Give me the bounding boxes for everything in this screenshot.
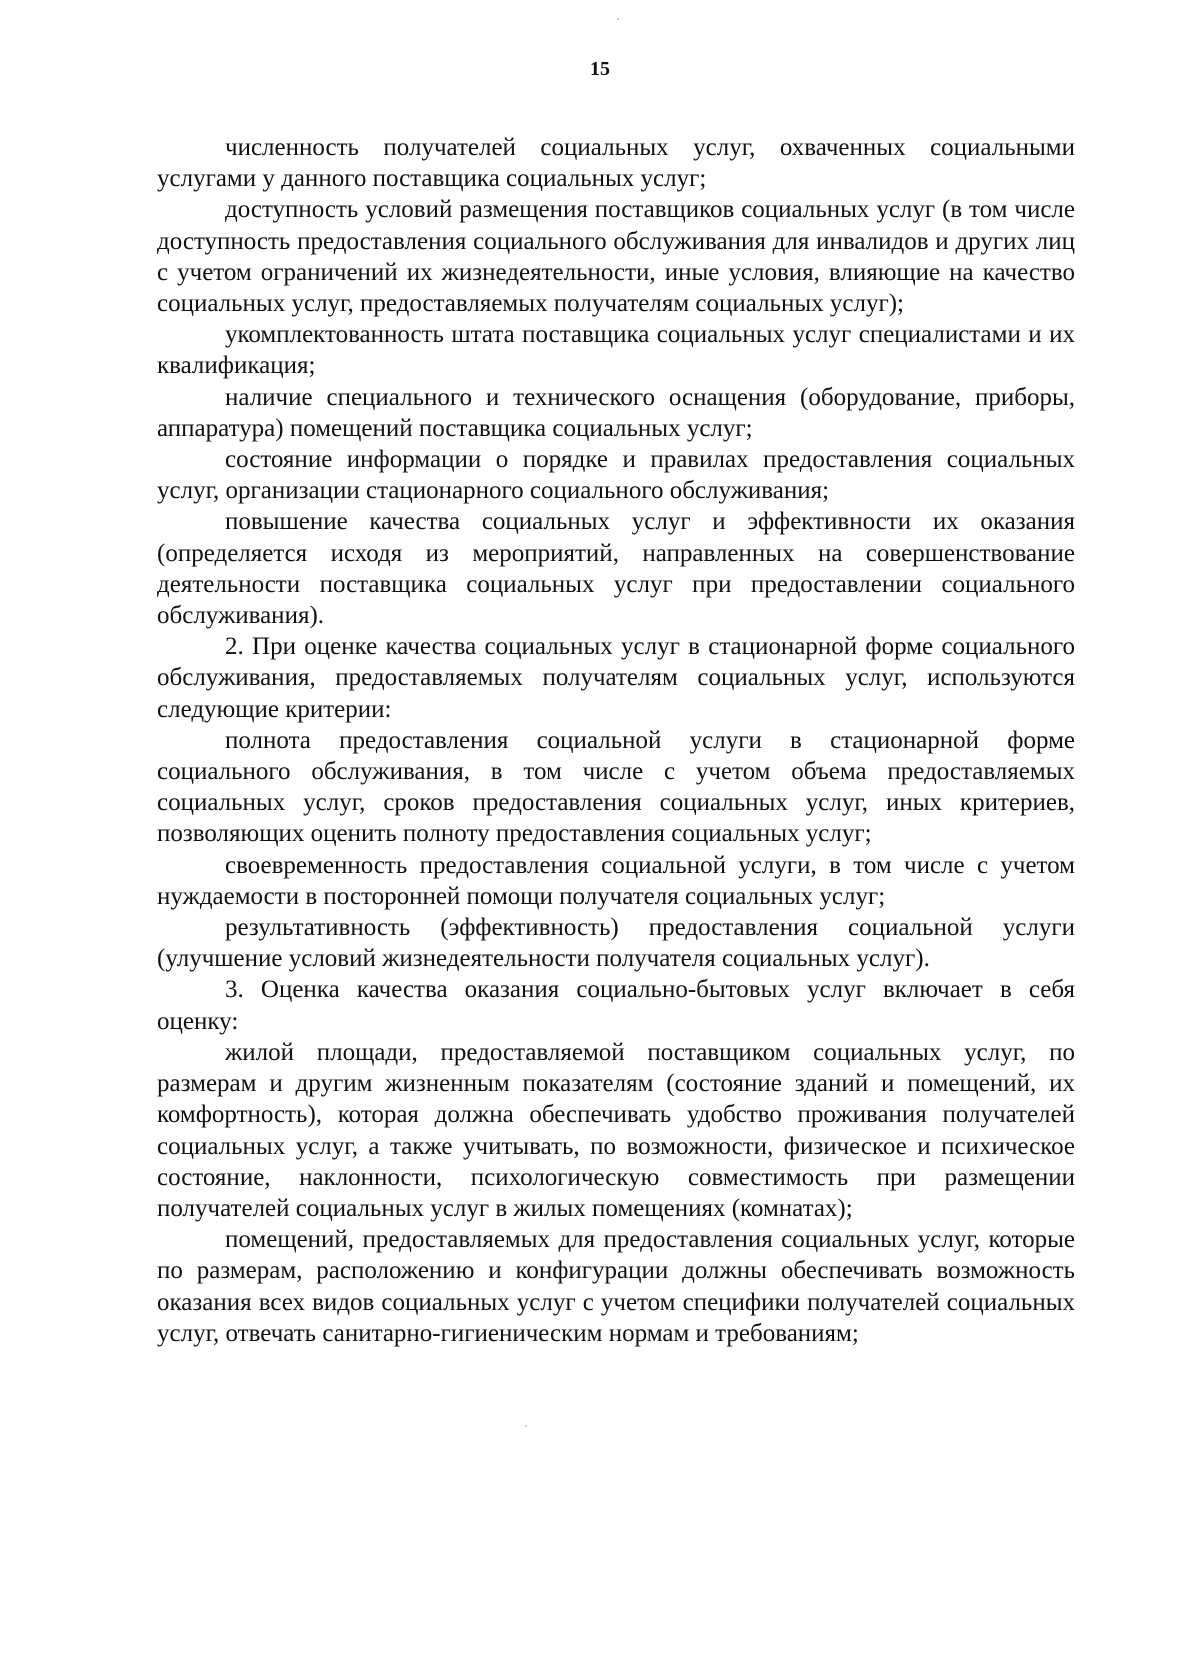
paragraph: укомплектованность штата поставщика социальных услуг специалистами и их квалификация; bbox=[157, 321, 1075, 380]
scan-speck bbox=[617, 18, 619, 20]
page-number: 15 bbox=[590, 58, 610, 80]
paragraph: 3. Оценка качества оказания социально-бытовых услуг включает в себя оценку: bbox=[157, 976, 1075, 1035]
paragraph: состояние информации о порядке и правилах предоставления социальных услуг, организации стационарного социального обслуживания; bbox=[157, 446, 1075, 505]
scan-speck bbox=[525, 1425, 527, 1427]
paragraph: полнота предоставления социальной услуги в стационарной форме социального обслуживания, в том числе с учетом объема предоставляемых социальных услуг, сроков предоставления социальных услуг, иных критериев, позволяющих оценить полноту предоставления социальных услуг; bbox=[157, 726, 1075, 848]
paragraph: доступность условий размещения поставщиков социальных услуг (в том числе доступность предоставления социального обслуживания для инвалидов и других лиц с учетом ограничений их жизнедеятельности, иные условия, влияющие на качество социальных услуг, предоставляемых получателям социальных услуг); bbox=[157, 196, 1075, 318]
paragraph: численность получателей социальных услуг, охваченных социальными услугами у данного поставщика социальных услуг; bbox=[157, 134, 1075, 193]
paragraph: своевременность предоставления социальной услуги, в том числе с учетом нуждаемости в посторонней помощи получателя социальных услуг; bbox=[157, 851, 1075, 910]
paragraph: помещений, предоставляемых для предоставления социальных услуг, которые по размерам, расположению и конфигурации должны обеспечивать возможность оказания всех видов социальных услуг с учетом специфики получателей социальных услуг, отвечать санитарно-гигиеническим нормам и требованиям; bbox=[157, 1226, 1075, 1347]
paragraph: 2. При оценке качества социальных услуг в стационарной форме социального обслуживания, предоставляемых получателям социальных услуг, используются следующие критерии: bbox=[157, 633, 1075, 723]
document-body bbox=[157, 132, 1075, 1349]
paragraph: повышение качества социальных услуг и эффективности их оказания (определяется исходя из мероприятий, направленных на совершенствование деятельности поставщика социальных услуг при предоставлении социального обслуживания). bbox=[157, 508, 1075, 630]
paragraph: результативность (эффективность) предоставления социальной услуги (улучшение условий жизнедеятельности получателя социальных услуг). bbox=[157, 914, 1075, 973]
paragraph: жилой площади, предоставляемой поставщиком социальных услуг, по размерам и другим жизненным показателям (состояние зданий и помещений, их комфортность), которая должна обеспечивать удобство проживания получателей социальных услуг, а также учитывать, по возможности, физическое и психическое состояние, наклонности, психологическую совместимость при размещении получателей социальных услуг в жилых помещениях (комнатах); bbox=[157, 1038, 1075, 1222]
paragraph: наличие специального и технического оснащения (оборудование, приборы, аппаратура) помещений поставщика социальных услуг; bbox=[157, 383, 1075, 442]
